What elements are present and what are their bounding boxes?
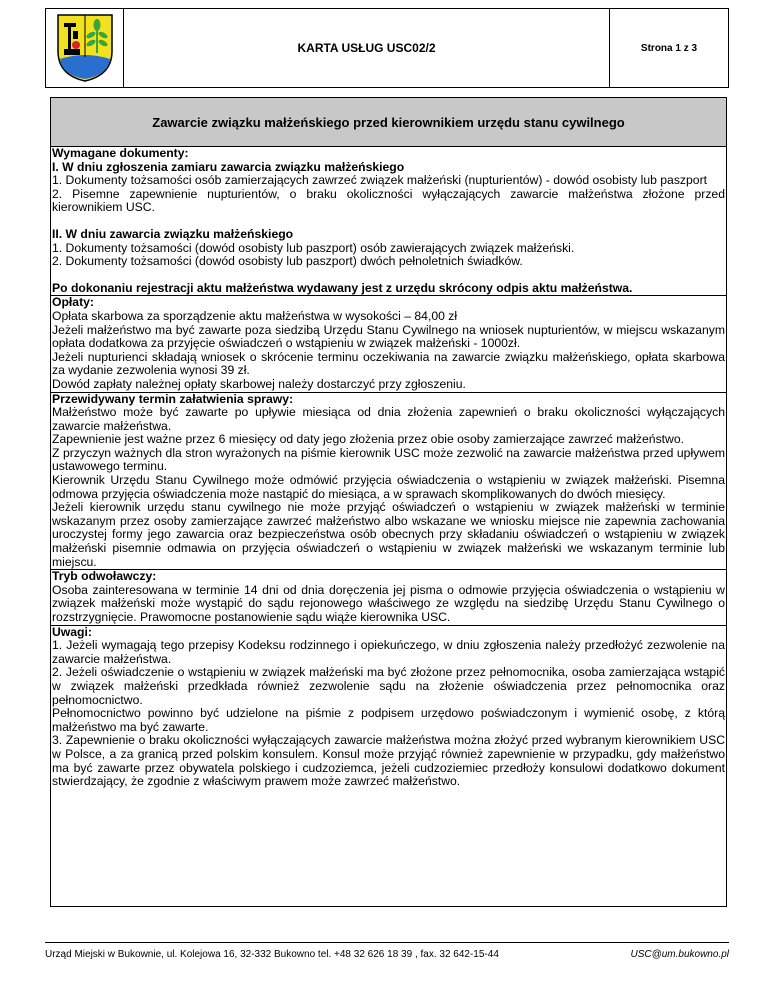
remarks-paragraph: 3. Zapewnienie o braku okoliczności wyłączających zawarcie małżeństwa można złożyć przed wybranym kierownikiem USC w Polsce, a za granicą przed polskim konsulem. Konsul może przyjąć również zapewnienie w przypadku, gdy małżeństwo ma być zawarte przez obywatela polskiego i cudzoziemca, jeżeli cudzoziemiec przedłoży konsulowi dodatkowo dokument stwierdzający, że zgodnie z właściwym prawem może zawrzeć małżeństwo.: [52, 733, 725, 789]
part1-item: 1. Dokumenty tożsamości osób zamierzających zawrzeć związek małżeński (nupturientów) - dowód osobisty lub paszport: [52, 173, 708, 188]
term-paragraph: Małżeństwo może być zawarte po upływie miesiąca od dnia złożenia zapewnień o braku okoliczności wyłączających zawarcie małżeństwa.: [52, 405, 725, 433]
card-title: KARTA USŁUG USC02/2: [124, 9, 610, 87]
remarks-heading: Uwagi:: [52, 624, 92, 639]
extract-note: Po dokonaniu rejestracji aktu małżeństwa wydawany jest z urzędu skrócony odpis aktu małżeństwa.: [52, 280, 633, 295]
term-section: [51, 393, 726, 571]
footer-email[interactable]: USC@um.bukowno.pl: [630, 949, 729, 960]
fees-paragraph: Jeżeli nupturienci składają wniosek o skrócenie terminu oczekiwania na zawarcie związku małżeńskiego, opłata skarbowa za wydanie zezwolenia wynosi 39 zł.: [52, 349, 725, 378]
page-footer: [45, 942, 729, 960]
remarks-paragraph: 1. Jeżeli wymagają tego przepisy Kodeksu rodzinnego i opiekuńczego, w dniu zgłoszenia należy przedłożyć zezwolenie na zawarcie małżeństwa.: [52, 638, 725, 666]
service-card: [50, 97, 727, 907]
crest-cell: [46, 9, 124, 87]
fees-paragraph: Dowód zapłaty należnej opłaty skarbowej należy dostarczyć przy zgłoszeniu.: [52, 376, 466, 391]
remarks-paragraph: 2. Jeżeli oświadczenie o wstąpieniu w związek małżeński ma być złożone przez pełnomocnika, osoba zamierzająca wstąpić w związek małżeński przedkłada również zezwolenie sądu na złożenie oświadczenia przez pełnomocnika oraz pełnomocnictwo.: [52, 665, 725, 707]
term-heading: Przewidywany termin załatwienia sprawy:: [52, 391, 294, 406]
document-header: [45, 8, 729, 88]
fees-section: [51, 296, 726, 392]
remarks-paragraph: Pełnomocnictwo powinno być udzielone na piśmie z podpisem urzędowo poświadczonym i wymienić osobę, z którą małżeństwo ma być zawarte.: [52, 706, 725, 734]
fees-paragraph: Opłata skarbowa za sporządzenie aktu małżeństwa w wysokości – 84,00 zł: [52, 308, 458, 323]
appeal-section: [51, 570, 726, 625]
remarks-section: [51, 626, 726, 789]
term-paragraph: Zapewnienie jest ważne przez 6 miesięcy od daty jego złożenia przez obie osoby zamierzające zawrzeć małżeństwo.: [52, 432, 685, 447]
page-number: Strona 1 z 3: [640, 42, 698, 54]
fees-heading: Opłaty:: [52, 295, 94, 310]
term-paragraph: Jeżeli kierownik urzędu stanu cywilnego nie może przyjąć oświadczeń o wstąpieniu w związek małżeński w terminie wskazanym przez osoby zamierzające zawrzeć małżeństwo albo wskazane we wniosku miejsce nie zapewnia zachowania uroczystej formy jego zawarcia oraz bezpieczeństwa osób obecnych przy składaniu oświadczeń o wstąpieniu w związek małżeński pisemnie odmawia on przyjęcia oświadczeń o wstąpieniu w związek małżeński we wskazanym terminie lub miejscu.: [52, 500, 725, 569]
documents-section: [51, 147, 726, 296]
service-title: Zawarcie związku małżeńskiego przed kierownikiem urzędu stanu cywilnego: [51, 98, 726, 147]
appeal-paragraph: Osoba zainteresowana w terminie 14 dni od dnia doręczenia jej pisma o odmowie przyjęcia oświadczenia o wstąpieniu w związek małżeński może wystąpić do sądu rejonowego właściwego ze względu na siedzibę Urzędu Stanu Cywilnego o rozstrzygnięcie. Prawomocne postanowienie sądu wiąże kierownika USC.: [52, 582, 725, 624]
part2-item: 2. Dokumenty tożsamości (dowód osobisty lub paszport) dwóch pełnoletnich świadków.: [52, 254, 523, 269]
part2-item: 1. Dokumenty tożsamości (dowód osobisty lub paszport) osób zawierających związek małżeński.: [52, 240, 575, 255]
part1-item: 2. Pisemne zapewnienie nupturientów, o braku okoliczności wyłączających zawarcie małżeństwa złożone przed kierownikiem USC.: [52, 186, 725, 215]
appeal-heading: Tryb odwoławczy:: [52, 569, 157, 584]
term-paragraph: Kierownik Urzędu Stanu Cywilnego może odmówić przyjęcia oświadczenia o wstąpieniu w związek małżeński. Pisemna odmowa przyjęcia oświadczenia może nastąpić do miesiąca, a w sprawach skomplikowanych do dwóch miesięcy.: [52, 473, 725, 501]
part1-heading: I. W dniu zgłoszenia zamiaru zawarcia związku małżeńskiego: [52, 159, 405, 174]
term-paragraph: Z przyczyn ważnych dla stron wyrażonych na piśmie kierownik USC może zezwolić na zawarcie małżeństwa przed upływem ustawowego terminu.: [52, 445, 725, 474]
bukowno-crest-icon: [56, 13, 114, 83]
part2-heading: II. W dniu zawarcia związku małżeńskiego: [52, 226, 294, 241]
documents-heading: Wymagane dokumenty:: [52, 146, 189, 160]
footer-address: Urząd Miejski w Bukownie, ul. Kolejowa 16, 32-332 Bukowno tel. +48 32 626 18 39 , fax. 32 642-15-44: [45, 949, 499, 960]
fees-paragraph: Jeżeli małżeństwo ma być zawarte poza siedzibą Urzędu Stanu Cywilnego na wniosek nupturientów, w miejscu wskazanym opłata dodatkowa za przyjęcie oświadczeń o wstąpieniu w związek małżeński - 1000zł.: [52, 322, 725, 351]
